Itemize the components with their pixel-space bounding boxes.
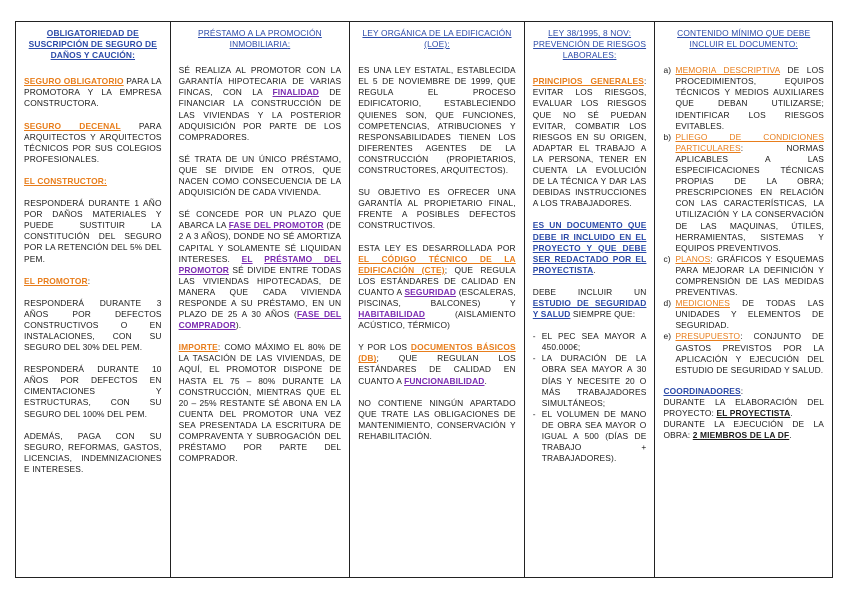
para-promotor-2: RESPONDERÁ DURANTE 10 AÑOS POR DEFECTOS EN CIMENTACIONES Y ESTRUCTURAS, CON SU SEGURO DEL 100% DEL PEM.: [24, 364, 162, 419]
label-prestamo-promotor: PRÉSTAMO DEL PROMOTOR: [178, 253, 342, 275]
para-coordinador-obra: DURANTE LA EJECUCIÓN DE LA OBRA: 2 MIEMBROS DE LA DF.: [663, 419, 824, 441]
label-habitabilidad: HABITABILIDAD: [358, 309, 426, 320]
para-constructor: RESPONDERÁ DURANTE 1 AÑO POR DAÑOS MATERIALES Y PUEDE SUSTITUIR LA CONSTITUCIÓN DEL SEGURO POR LA RETENCIÓN DEL 5% DEL PEM.: [24, 198, 162, 264]
list-item: - EL VOLUMEN DE MANO DE OBRA SEA MAYOR O IGUAL A 500 (DÍAS DE TRABAJO + TRABAJADORES).: [532, 408, 647, 464]
para-loe-3: ESTA LEY ES DESARROLLADA POR EL CÓDIGO TÉCNICO DE LA EDIFICACIÓN (CTE); QUE REGULA LOS ESTÁNDARES DE CALIDAD EN CUANTO A SEGURIDAD (ESCALERAS, PISCINAS, BALCONES) Y HABITABILIDAD (AISLAMIENTO ACÚSTICO, TÉRMICO): [358, 242, 516, 331]
label-promotor: EL PROMOTOR:: [24, 275, 91, 286]
document-page: [15, 21, 833, 578]
label-funcionabilidad: FUNCIONABILIDAD: [404, 375, 485, 386]
list-item: d) MEDICIONES DE TODAS LAS UNIDADES Y ELEMENTOS DE SEGURIDAD.: [663, 298, 824, 331]
column-prestamo: [171, 22, 351, 577]
list-item: c) PLANOS: GRÁFICOS Y ESQUEMAS PARA MEJORAR LA DEFINICIÓN Y COMPRENSIÓN DE LAS MEDIDAS PREVENTIVAS.: [663, 253, 824, 298]
para-promotor-1: RESPONDERÁ DURANTE 3 AÑOS POR DEFECTOS CONSTRUCTIVOS O EN INSTALACIONES, CON SU SEGURO DEL 30% DEL PEM.: [24, 297, 162, 353]
para-loe-4: Y POR LOS DOCUMENTOS BÁSICOS (DB); QUE REGULAN LOS ESTÁNDARES DE CALIDAD EN CUANTO A FUNCIONABILIDAD.: [358, 342, 516, 386]
label-principios-generales: PRINCIPIOS GENERALES: [532, 76, 644, 87]
label-documentos-basicos: DOCUMENTOS BÁSICOS (DB): [358, 342, 516, 364]
para-prestamo-importe: IMPORTE: COMO MÁXIMO EL 80% DE LA TASACIÓN DE LAS VIVIENDAS, DE AQUÍ, EL PROMOTOR DISPONE DE HASTA EL 75 – 80% DURANTE LA CONSTRUCCIÓN, MIENTRAS QUE EL 20 – 25% RESTANTE SÉ ABONA EN LA CUENTA DEL PROMOTOR UNA VEZ SEA PRESENTADA LA ESCRITURA DE COMPRAVENTA Y SUBROGACIÓN DEL PRÉSTAMO POR PARTE DEL COMPRADOR.: [178, 342, 342, 464]
label-coordinadores: COORDINADORES:: [663, 385, 744, 396]
column-contenido: [655, 22, 832, 577]
heading-riesgos: LEY 38/1995, 8 NOV: PREVENCIÓN DE RIESGOS LABORALES:: [533, 28, 647, 61]
heading-prestamo: PRÉSTAMO A LA PROMOCIÓN INMOBILIARIA:: [197, 28, 322, 50]
column-riesgos: [525, 22, 656, 577]
list-item: b) PLIEGO DE CONDICIONES PARTICULARES: NORMAS APLICABLES A LAS ESPECIFICACIONES TÉCNICAS PROPIAS DE LA OBRA; PRESCRIPCIONES EN RELACIÓN CON LAS CARACTERÍSTICAS, LA UTILIZACIÓN Y LA CONSERVACIÓN DE LAS MAQUINAS, ÚTILES, HERRAMIENTAS, SISTEMAS Y EQUIPOS PREVENTIVOS.: [663, 131, 824, 253]
list-item: a) MEMORIA DESCRIPTIVA DE LOS PROCEDIMIENTOS, EQUIPOS TÉCNICOS Y MEDIOS AUXILIARES QUE DEBAN UTILIZARSE; IDENTIFICAR LOS RIESGOS EVITABLES.: [663, 65, 824, 131]
list-contenido: [663, 65, 824, 376]
heading-loe: LEY ORGÁNICA DE LA EDIFICACIÓN (LOE):: [362, 28, 512, 50]
label-seguro-obligatorio: SEGURO OBLIGATORIO: [24, 76, 124, 87]
para-loe-5: NO CONTIENE NINGÚN APARTADO QUE TRATE LAS OBLIGACIONES DE MANTENIMIENTO, CONSERVACIÓN Y REHABILITACIÓN.: [358, 397, 516, 441]
para-loe-2: SU OBJETIVO ES OFRECER UNA GARANTÍA AL PROPIETARIO FINAL, FRENTE A POSIBLES DEFECTOS CONSTRUCTIVOS.: [358, 187, 516, 231]
label-constructor: EL CONSTRUCTOR:: [24, 175, 107, 186]
para-seguro-decenal: SEGURO DECENAL PARA ARQUITECTOS Y ARQUITECTOS TÉCNICOS POR SUS COLEGIOS PROFESIONALES.: [24, 120, 162, 164]
para-promotor-3: ADEMÁS, PAGA CON SU SEGURO, REFORMAS, GASTOS, LICENCIAS, INDEMNIZACIONES E INTERESES.: [24, 430, 162, 474]
column-seguros: [16, 22, 171, 577]
para-prestamo-2: SÉ TRATA DE UN ÚNICO PRÉSTAMO, QUE SE DIVIDE EN OTROS, QUE NACEN COMO CONSECUENCIA DE LA ADQUISICIÓN DE CADA VIVIENDA.: [178, 153, 342, 198]
label-seguro-decenal: SEGURO DECENAL: [24, 120, 121, 131]
para-loe-1: ES UNA LEY ESTATAL, ESTABLECIDA EL 5 DE NOVIEMBRE DE 1999, QUE REGULA EL PROCESO EDIFICATORIO, ESTABLECIENDO QUIENES SON, QUE FUNCIONES, COMPETENCIAS, ATRIBUCIONES Y RESPONSABILIDADES TIENEN LOS DIFERENTES AGENTES DE LA CONSTRUCCIÓN (PROPIETARIOS, CONSTRUCTORES, ARQUITECTOS).: [358, 65, 516, 176]
label-estudio-seguridad: ESTUDIO DE SEGURIDAD Y SALUD: [532, 297, 647, 320]
label-importe: IMPORTE: [178, 342, 218, 353]
para-seguro-obligatorio: SEGURO OBLIGATORIO PARA LA PROMOTORA Y LA EMPRESA CONSTRUCTORA.: [24, 76, 162, 109]
label-cte: EL CÓDIGO TÉCNICO DE LA EDIFICACIÓN (CTE): [358, 253, 516, 275]
column-loe: [350, 22, 525, 577]
label-seguridad: SEGURIDAD: [404, 286, 457, 297]
heading-seguros: OBLIGATORIEDAD DE SUSCRIPCIÓN DE SEGURO DE DAÑOS Y CAUCIÓN:: [28, 28, 157, 61]
heading-contenido: CONTENIDO MÍNIMO QUE DEBE INCLUIR EL DOCUMENTO:: [677, 28, 811, 50]
para-prestamo-3: SÉ CONCEDE POR UN PLAZO QUE ABARCA LA FASE DEL PROMOTOR (DE 2 A 3 AÑOS), DONDE NO SÉ AMORTIZA CAPITAL Y SOLAMENTE SÉ LIQUIDAN INTERESES. EL PRÉSTAMO DEL PROMOTOR SÉ DIVIDE ENTRE TODAS LAS VIVIENDAS HIPOTECADAS, DE MANERA QUE CADA VIVIENDA RESPONDE A SU PRÉSTAMO, EN UN PLAZO DE 25 A 30 AÑOS (FASE DEL COMPRADOR).: [178, 209, 342, 331]
para-principios: PRINCIPIOS GENERALES: EVITAR LOS RIESGOS, EVALUAR LOS RIESGOS QUE NO SÉ PUEDAN EVITAR, COMBATIR LOS RIESGOS EN SU ORIGEN, ADAPTAR EL TRABAJO A LA PERSONA, TENER EN CUENTA LA EVOLUCIÓN DE LA TÉCNICA Y DAR LAS DEBIDAS INSTRUCCIONES A LOS TRABAJADORES.: [532, 76, 647, 209]
para-debe-incluir: DEBE INCLUIR UN ESTUDIO DE SEGURIDAD Y SALUD SIEMPRE QUE:: [532, 286, 647, 320]
label-fase-comprador: FASE DEL COMPRADOR: [178, 309, 342, 331]
para-prestamo-1: SÉ REALIZA AL PROMOTOR CON LA GARANTÍA HIPOTECARIA DE VARIAS FINCAS, CON LA FINALIDAD DE FINANCIAR LA CONSTRUCCIÓN DE LAS VIVIENDAS Y LA POSTERIOR ADQUISICIÓN POR PARTE DE LOS COMPRADORES.: [178, 65, 342, 142]
label-fase-promotor: FASE DEL PROMOTOR: [228, 220, 324, 231]
list-item: e) PRESUPUESTO: CONJUNTO DE GASTOS PREVISTOS POR LA APLICACIÓN Y EJECUCIÓN DEL ESTUDIO DE SEGURIDAD Y SALUD.: [663, 331, 824, 375]
para-documento: ES UN DOCUMENTO QUE DEBE IR INCLUIDO EN EL PROYECTO Y QUE DEBE SER REDACTADO POR EL PROYECTISTA.: [532, 220, 647, 275]
list-item: - LA DURACIÓN DE LA OBRA SEA MAYOR A 30 DÍAS Y NECESITE 20 O MÁS TRABAJADORES SIMULTÁNEOS;: [532, 353, 647, 408]
list-item: - EL PEC SEA MAYOR A 450.000€;: [532, 331, 647, 353]
label-finalidad: FINALIDAD: [272, 87, 320, 98]
label-documento-proyecto: ES UN DOCUMENTO QUE DEBE IR INCLUIDO EN EL PROYECTO Y QUE DEBE SER REDACTADO POR EL PROYECTISTA: [532, 220, 647, 275]
para-coordinador-proyecto: DURANTE LA ELABORACIÓN DEL PROYECTO: EL PROYECTISTA.: [663, 396, 824, 418]
list-condiciones: [533, 331, 647, 464]
